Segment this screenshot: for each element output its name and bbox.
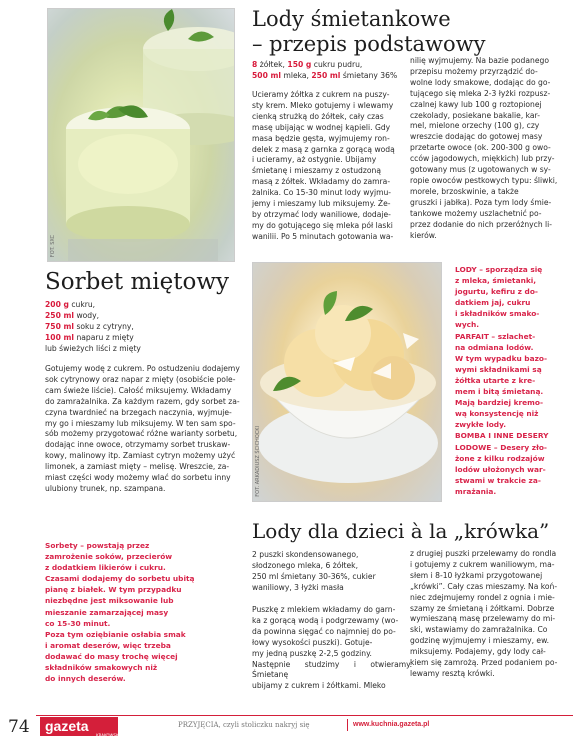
photo-credit: FOT. ARKADIUSZ ŚCICHOCKI (255, 426, 261, 497)
footer-url[interactable]: www.kuchnia.gazeta.pl (353, 721, 430, 728)
photo-ice-cream-bowl (252, 262, 442, 502)
ingredient-line: 100 ml naparu z mięty (45, 333, 134, 342)
photo-credit: FOT. SXC (50, 234, 56, 257)
ingredient-line: 750 ml soku z cytryny, (45, 322, 134, 331)
sorbet-tip: Sorbety – powstają przez zamrożenie soków, przecierów z dodatkiem likierów i cukru. Czasami dodajemy do sorbetu ubitą pianę z białek. W tym przypadku niezbędne jest miksowanie lub mieszanie zamarzającej masy co 15-30 minut. Poza tym oziębianie osłabia smak i aromat deserów, więc trzeba dodawać do masy trochę więcej składników smakowych niż do innych deserów. (45, 541, 195, 684)
article3-body-col2: z drugiej puszki przelewamy do rondla i gotujemy z cukrem waniliowym, ma- słem i 8-10 łyżkami przygotowanej „krówki”. Cały czas mieszamy. Na koń- niec zdejmujemy rondel z ognia i mie- szamy ze śmietaną i żółtkami. Dobrze wymieszaną masę przelewamy do mi- ski, wstawiamy do zamrażalnika. Co godzinę wyjmujemy i mieszamy, ew. miksujemy. Podajemy, gdy lody cał- kiem się zamrożą. Przed podaniem po- lewamy resztą krówki. (410, 549, 558, 678)
article3-body-col1: Puszkę z mlekiem wkładamy do garn- ka z gorącą wodą i podgrzewamy (wo- da powinna sięgać co najmniej do po- łowy wysokości puszki). Gotuje- my jedną puszkę 2-2,5 godziny. Następnie studzimy i otwieramy. Śmietanę ubijamy z cukrem i żółtkami. Mleko (252, 605, 412, 691)
page-number: 74 (8, 717, 30, 737)
gazeta-logo: gazeta (40, 717, 118, 736)
photo-sorbet-glasses (47, 8, 235, 262)
article1-title (252, 7, 485, 57)
article3-title: Lody dla dzieci à la „krówka” (252, 519, 550, 543)
ingredient-line: 500 ml mleka, 250 ml śmietany 36% (252, 71, 398, 80)
article2-title: Sorbet miętowy (45, 269, 230, 295)
ingredient-line: 200 g cukru, (45, 300, 96, 309)
ice-cream-illustration (253, 263, 442, 502)
ice-cream-types-sidebar: LODY – sporządza się z mleka, śmietanki, jogurtu, kefiru z do- datkiem jaj, cukru i składników smako- wych. PARFAIT – szlachet- na odmiana lodów. W tym wypadku bazo- wymi składnikami są żółtka utarte z kre- mem i bitą śmietaną. Mają bardziej kremo- wą konsystencję niż zwykłe lody. BOMBA I INNE DESERY LODOWE – Desery zło- żone z kilku rodzajów lodów ułożonych war- stwami w trakcie za- mrażania. (455, 265, 549, 496)
footer-tagline: PRZYJĘCIA, czyli stoliczku nakryj się (178, 721, 310, 729)
ingredient-line: 8 żółtek, 150 g cukru pudru, (252, 60, 363, 69)
article1-title-line1: Lody śmietankowe (252, 7, 451, 31)
footer-separator (347, 719, 348, 731)
ingredient-line: 250 ml wody, (45, 311, 100, 320)
gazeta-logo-sub: KRAKOWSKA (96, 733, 122, 738)
article2-body: Gotujemy wodę z cukrem. Po ostudzeniu dodajemy sok cytrynowy oraz napar z mięty (osobiście pole- cam świeże liście). Całość miksujemy. Wkładamy do zamrażalnika. Za każdym razem, gdy sorbet za- czyna twardnieć na brzegach naczynia, wyjmuje- my go i mieszamy lub miksujemy. W ten sam spo- sób możemy przygotować różne warianty sorbetu, dodając inne owoce, otrzymamy sorbet truskaw- kowy, malinowy itp. Zamiast cytryn możemy użyć limonek, a zamiast mięty – melisę. Wreszcie, za- miast części wody możemy wlać do sorbetu inny ulubiony trunek, np. szampana. (45, 364, 240, 493)
sorbet-illustration (48, 9, 235, 262)
article1-body-col1: Ucieramy żółtka z cukrem na puszy- sty krem. Mleko gotujemy i wlewamy cienką strużką do żółtek, cały czas masę ubijając w wodnej kąpieli. Gdy masa będzie gęsta, wyjmujemy ron- delek z masą z garnka z gorącą wodą i ucieramy, aż ostygnie. Ubijamy śmietanę i mieszamy z ostudzoną masą z żółtek. Wkładamy do zamra- żalnika. Co 15-30 minut lody wyjmu- jemy i mieszamy lub miksujemy. Że- by otrzymać lody waniliowe, dodaje- my do gotującego się mleka pół laski wanilii. Po 5 minutach gotowania wa- (252, 90, 395, 241)
article1-body-col2: nilię wyjmujemy. Na bazie podanego przepisu możemy przyrządzić do- wolne lody smakowe, dodając do go- tującego się mleka 2-3 łyżki rozpusz- czalnej kawy lub 100 g roztopionej czekolady, posiekane bakalie, kar- mel, mielone orzechy (100 g), czy wreszcie dodając do gotowej masy przetarte owoce (ok. 200-300 g owo- cców jagodowych, miękkich) lub przy- gotowany mus (z ugotowanych w sy- ropie owoców pestkowych typu: śliwki, morele, brzoskwinie, a także gruszki i jabłka). Poza tym lody śmie- tankowe możemy uszlachetnić po- przez dodanie do nich przeróżnych li- kierów. (410, 56, 558, 240)
article1-title-line2: – przepis podstawowy (252, 32, 486, 56)
article3-ingredients: 2 puszki skondensowanego, słodzonego mleka, 6 żółtek, 250 ml śmietany 30-36%, cukier waniliowy, 3 łyżki masła (252, 550, 376, 592)
ingredient-line: lub świeżych liści z mięty (45, 344, 141, 353)
footer-rule (36, 715, 573, 716)
article1-ingredients (252, 59, 417, 81)
article2-ingredients (45, 299, 235, 354)
